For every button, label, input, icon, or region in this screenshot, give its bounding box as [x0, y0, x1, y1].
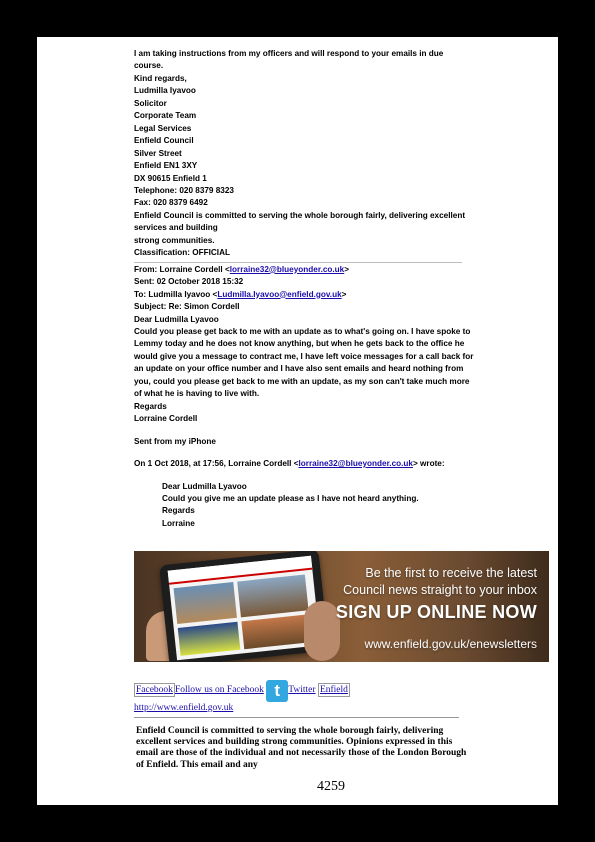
- sent-line: Sent: 02 October 2018 15:32: [134, 277, 244, 287]
- quoted-regards: Regards: [162, 506, 195, 516]
- to-line: To: Ludmilla Iyavoo <Ludmilla.Iyavoo@enfield.gov.uk>: [134, 289, 347, 299]
- follow-facebook-link[interactable]: Follow us on Facebook: [174, 685, 264, 695]
- banner-signup-text: SIGN UP ONLINE NOW: [335, 602, 537, 622]
- sender-department: Legal Services: [134, 123, 192, 133]
- sender-organisation: Enfield Council: [134, 136, 194, 146]
- hand-image: [304, 601, 340, 661]
- document-page: [37, 37, 558, 805]
- page-number: 4259: [317, 779, 345, 794]
- address-street: Silver Street: [134, 148, 182, 158]
- fax: Fax: 020 8379 6492: [134, 198, 208, 208]
- quoted-greeting: Dear Ludmilla Lyavoo: [162, 481, 247, 491]
- newsletter-banner[interactable]: [134, 551, 549, 662]
- address-postcode: Enfield EN1 3XY: [134, 161, 198, 171]
- email-body: [134, 314, 474, 481]
- wrote-line: On 1 Oct 2018, at 17:56, Lorraine Cordell <lorraine32@blueyonder.co.uk> wrote:: [134, 459, 445, 469]
- website-link[interactable]: http://www.enfield.gov.uk: [134, 703, 234, 713]
- body-paragraph: Could you please get back to me with an update as to what's going on. I have spoke to Lemmy today and he does not know anything, but when he gets back to the office he would give you a message to contract me, I have left voice messages for a call back for an update on your office number and I have also sent emails and heard nothing from you, could you please get back to me with an update, as my son can't take much more of what he is having to live with.: [134, 326, 474, 399]
- sender-name: Ludmilla Iyavoo: [134, 86, 196, 96]
- signature-block: [134, 48, 474, 260]
- wrote-email-link[interactable]: lorraine32@blueyonder.co.uk: [298, 459, 413, 469]
- quoted-message: [134, 481, 474, 531]
- banner-line-2: Council news straight to your inbox: [343, 583, 537, 597]
- banner-url: www.enfield.gov.uk/enewsletters: [364, 637, 537, 651]
- from-email-link[interactable]: lorraine32@blueyonder.co.uk: [229, 264, 345, 274]
- council-statement: Enfield Council is committed to serving the whole borough fairly, delivering excellent services and building: [134, 210, 466, 233]
- social-links: [134, 680, 514, 714]
- separator-line: [134, 262, 462, 263]
- banner-line-1: Be the first to receive the latest: [365, 566, 537, 580]
- enfield-image-link[interactable]: Enfield: [319, 685, 348, 695]
- sender-team: Corporate Team: [134, 111, 197, 121]
- footer-separator: [134, 717, 459, 718]
- facebook-image-link[interactable]: Facebook: [136, 685, 173, 695]
- sender-title: Solicitor: [134, 98, 167, 108]
- from-line: From: Lorraine Cordell <lorraine32@blueyonder.co.uk>: [134, 264, 350, 274]
- quoted-name: Lorraine: [162, 518, 195, 528]
- subject-line: Subject: Re: Simon Cordell: [134, 302, 240, 312]
- email-header: [134, 264, 474, 314]
- greeting: Dear Ludmilla Lyavoo: [134, 314, 219, 324]
- intro-line: Kind regards,: [134, 73, 187, 83]
- regards: Regards: [134, 401, 167, 411]
- intro-line: I am taking instructions from my officers and will respond to your emails in due course.: [134, 49, 444, 71]
- telephone: Telephone: 020 8379 8323: [134, 185, 234, 195]
- to-email-link[interactable]: Ludmilla.Iyavoo@enfield.gov.uk: [217, 289, 342, 299]
- address-dx: DX 90615 Enfield 1: [134, 173, 207, 183]
- sender-signoff: Lorraine Cordell: [134, 414, 198, 424]
- email-content: [134, 48, 474, 530]
- classification: Classification: OFFICIAL: [134, 248, 230, 258]
- quoted-text: Could you give me an update please as I have not heard anything.: [162, 493, 419, 503]
- sent-from-iphone: Sent from my iPhone: [134, 436, 216, 446]
- council-statement-end: strong communities.: [134, 235, 215, 245]
- twitter-link[interactable]: Twitter: [288, 685, 316, 695]
- twitter-icon[interactable]: t: [266, 680, 288, 702]
- disclaimer: Enfield Council is committed to serving the whole borough fairly, delivering excellent services and building strong communities. Opinions expressed in this email are those of the individual and not necessarily those of the London Borough of Enfield. This email and any: [136, 726, 467, 770]
